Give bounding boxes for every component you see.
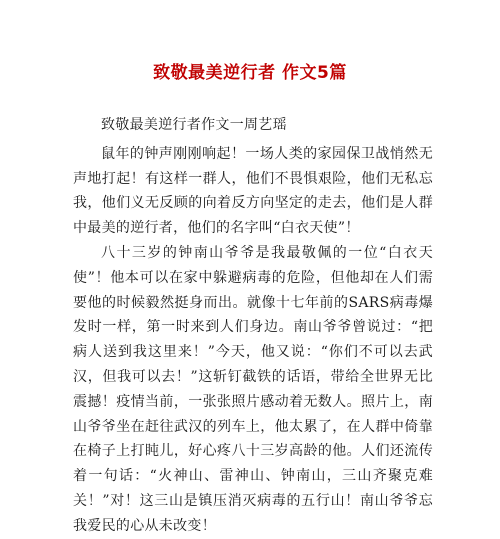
paragraph-2: 八十三岁的钟南山爷爷是我最敬佩的一位“白衣天使”！他本可以在家中躲避病毒的危险，但他却在人们需要他的时候毅然挺身而出。就像十七年前的SARS病毒爆发时一样，第一时来到人们身边。南山爷爷曾说过：“把病人送到我这里来！”今天，他又说：“你们不可以去武汉，但我可以去！”这斩钉截铁的话语，带给全世界无比震撼！疫情当前，一张张照片感动着无数人。照片上，南山爷爷坐在赶往武汉的列车上，他太累了，在人群中倚靠在椅子上打盹儿，好心疼八十三岁高龄的他。人们还流传着一句话：“火神山、雷神山、钟南山，三山齐聚克难关！”对！这三山是镇压消灭病毒的五行山！南山爷爷忘我爱民的心从未改变！ [73, 244, 433, 534]
document-title: 致敬最美逆行者 作文5篇 [153, 63, 347, 83]
document-subtitle: 致敬最美逆行者作文一周艺瑶 [101, 117, 287, 133]
paragraph-1: 鼠年的钟声刚刚响起！一场人类的家园保卫战悄然无声地打起！有这样一群人，他们不畏惧艰险，他们无私忘我，他们义无反顾的向着反方向坚定的走去，他们是人群中最美的逆行者，他们的名字叫“白衣天使”！ [73, 145, 433, 237]
document-body [73, 113, 433, 539]
